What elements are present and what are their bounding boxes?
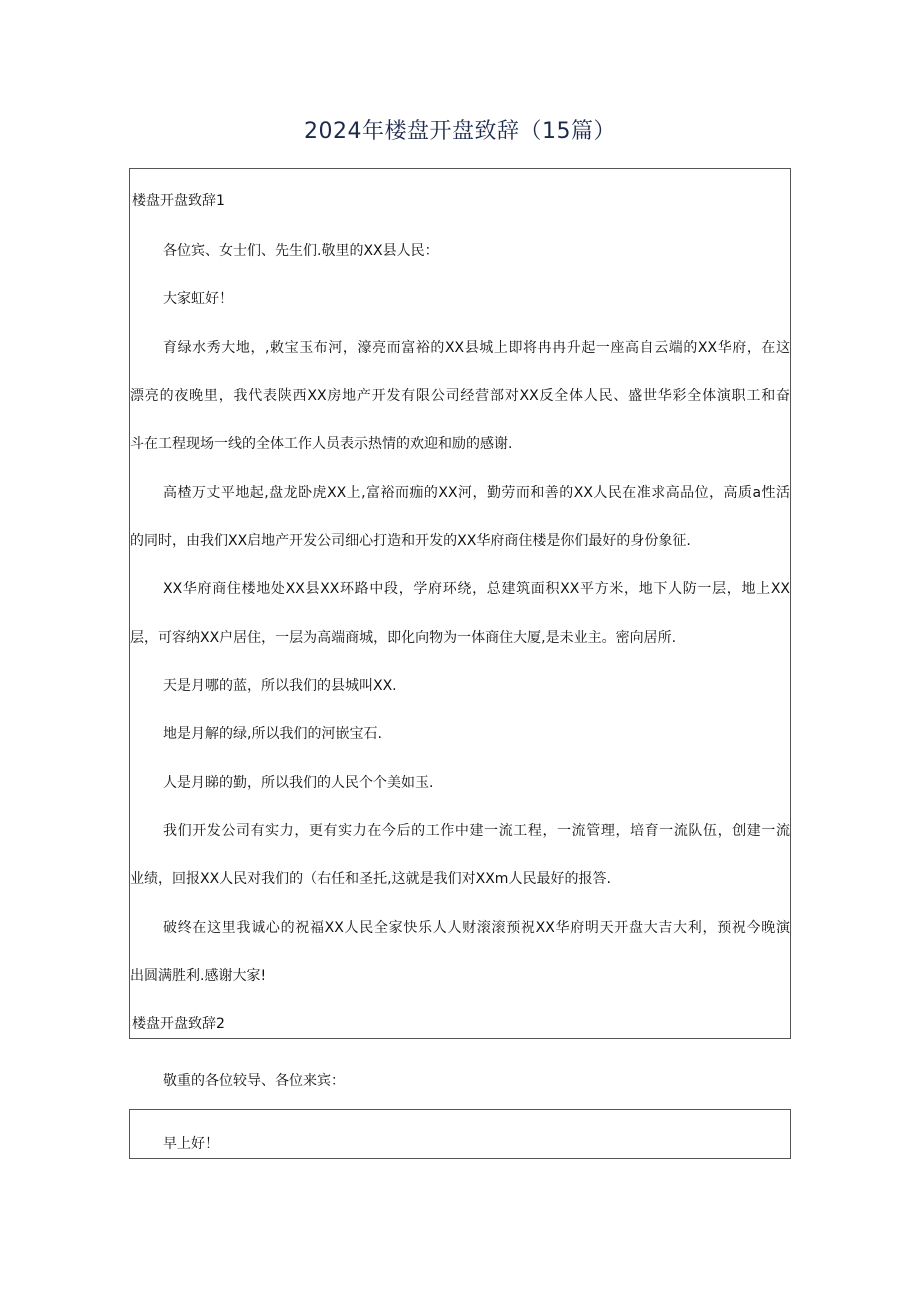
- section-heading-2: 楼盘开盘致辞2: [132, 1016, 225, 1032]
- page-title: 2024年楼盘开盘致辞（15篇）: [304, 119, 616, 144]
- paragraph-line: 层，可容纳XX户居住，一层为高端商城，即化向物为一体商住大厦,是未业主。密向居所.: [130, 630, 677, 646]
- paragraph-line: 早上好！: [163, 1136, 219, 1152]
- paragraph-line: 各位宾、女士们、先生们.敬里的XX县人民：: [163, 243, 439, 259]
- section-heading-1: 楼盘开盘致辞1: [132, 193, 225, 209]
- paragraph-line: 地是月解的绿,所以我们的河嵌宝石.: [163, 726, 382, 742]
- paragraph-line: 大家虹好！: [163, 291, 233, 307]
- greeting-line: 敬重的各位较导、各位来宾：: [163, 1073, 345, 1089]
- paragraph-line: 漂亮的夜晚里，我代表陕西XX房地产开发有限公司经营部对XX反全体人民、盛世华彩全体演职工和奋: [130, 388, 790, 404]
- content-box-2: [129, 1109, 791, 1159]
- paragraph-line: 破终在这里我诚心的祝福XX人民全家快乐人人财滚滚预祝XX华府明天开盘大吉大利，预祝今晚演: [163, 920, 790, 936]
- paragraph-line: 出圆满胜利.感谢大家!: [130, 968, 267, 984]
- paragraph-line: 天是月哪的蓝，所以我们的县城叫XX.: [163, 678, 397, 694]
- paragraph-line: 业绩，回报XX人民对我们的（右任和圣托,这就是我们对XXm人民最好的报答.: [130, 871, 611, 887]
- paragraph-line: 高楂万丈平地起,盘龙卧虎XX上,富裕而痂的XX河，勤劳而和善的XX人民在准求高品位，高质a性活: [163, 485, 790, 501]
- paragraph-line: XX华府商住楼地处XX县XX环路中段，学府环绕，总建筑面积XX平方米，地下人防一层，地上XX: [163, 581, 790, 597]
- paragraph-line: 的同时，由我们XX启地产开发公司细心打造和开发的XX华府商住楼是你们最好的身份象征.: [130, 533, 691, 549]
- paragraph-line: 人是月睇的勤，所以我们的人民个个美如玉.: [163, 775, 434, 791]
- paragraph-line: 育绿水秀大地，,敕宝玉布河，濠亮而富裕的XX县城上即将冉冉升起一座高自云端的XX华府，在这: [163, 340, 790, 356]
- paragraph-line: 我们开发公司有实力，更有实力在今后的工作中建一流工程，一流管理，培育一流队伍，创建一流: [163, 823, 790, 839]
- paragraph-line: 斗在工程现场一线的全体工作人员表示热情的欢迎和励的感谢.: [130, 436, 513, 452]
